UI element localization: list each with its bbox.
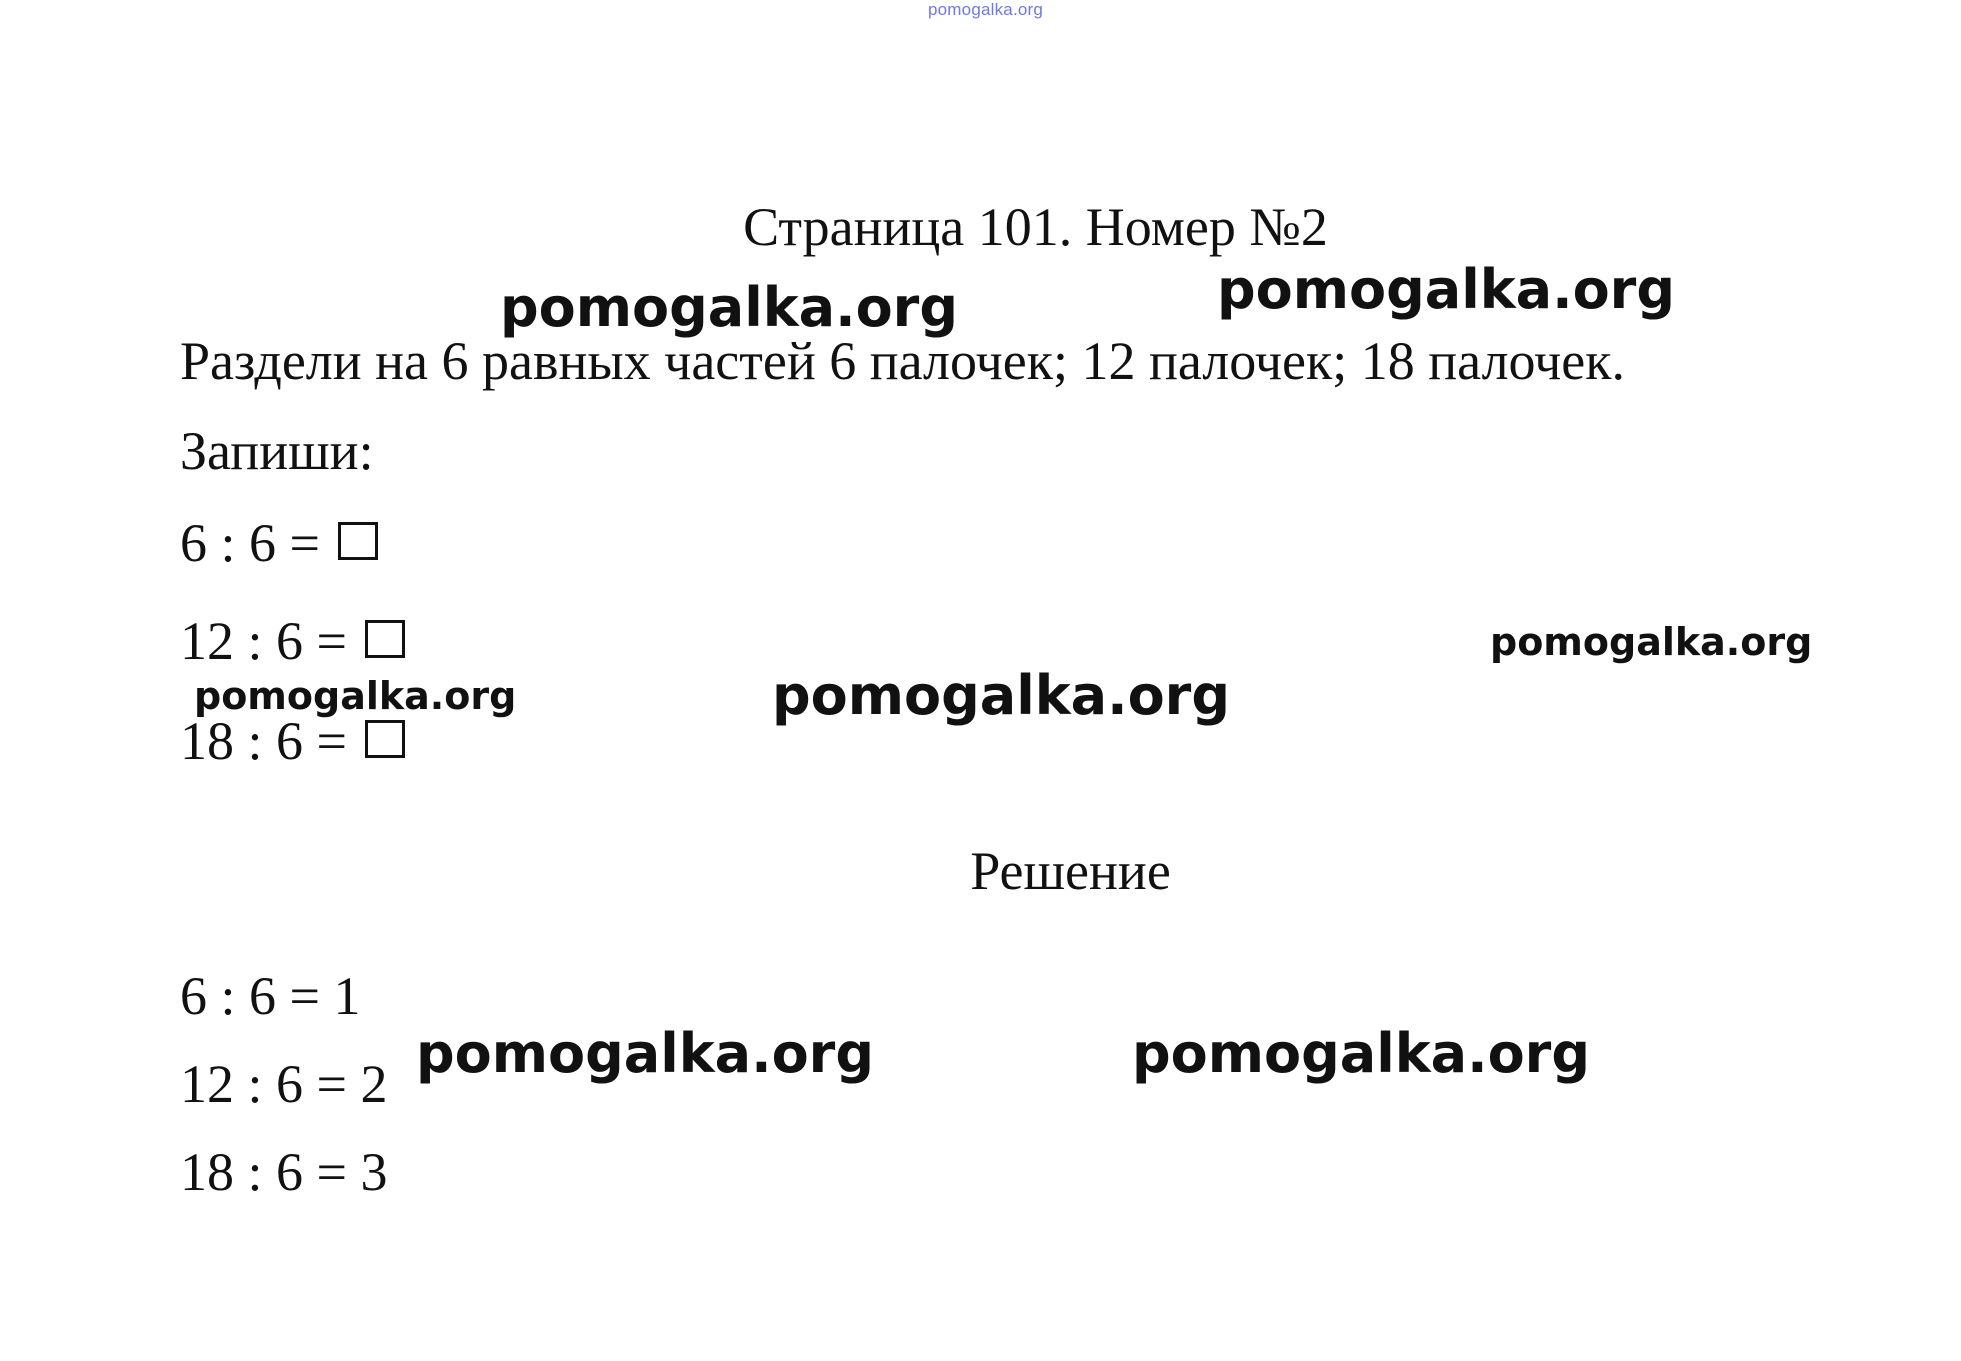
answer-box [365,620,405,658]
equation-text: 6 : 6 = [180,513,320,573]
watermark: pomogalka.org [772,664,1230,727]
solution-heading: Решение [970,841,1171,901]
top-site-link[interactable]: pomogalka.org [928,0,1044,19]
watermark: pomogalka.org [500,276,958,339]
solution-answer-3: 18 : 6 = 3 [180,1142,388,1202]
equation-text: 18 : 6 = [180,711,347,771]
task-text: Раздели на 6 равных частей 6 палочек; 12 палочек; 18 палочек. [180,331,1625,391]
answer-box [338,522,378,560]
page-title: Страница 101. Номер №2 [743,197,1328,257]
task-equation-3 [180,710,405,772]
task-equation-1 [180,512,378,574]
watermark: pomogalka.org [1217,258,1675,321]
write-label: Запиши: [180,421,374,481]
watermark: pomogalka.org [416,1022,874,1085]
watermark: pomogalka.org [1132,1022,1590,1085]
task-equation-2 [180,610,405,672]
answer-box [365,720,405,758]
watermark: pomogalka.org [194,674,517,718]
solution-answer-2: 12 : 6 = 2 [180,1054,388,1114]
watermark: pomogalka.org [1490,620,1813,664]
equation-text: 12 : 6 = [180,611,347,671]
solution-answer-1: 6 : 6 = 1 [180,966,361,1026]
